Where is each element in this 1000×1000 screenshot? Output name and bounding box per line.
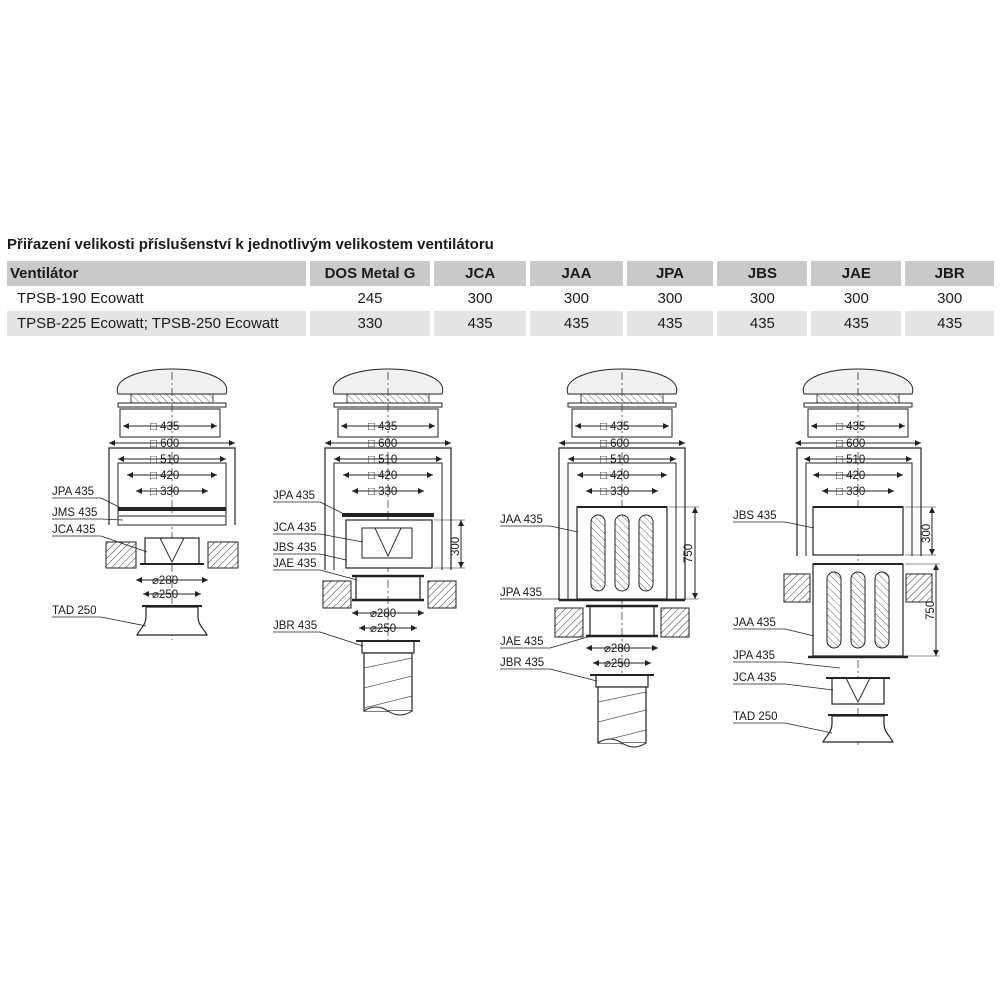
table-cell: 435	[809, 311, 903, 336]
jaa-slot	[875, 572, 889, 648]
table-cell: 330	[308, 311, 432, 336]
dim-label: □ 330	[150, 486, 180, 498]
dim-label: □ 510	[836, 454, 866, 466]
jaa-slot	[639, 515, 653, 591]
jbs-box	[813, 507, 903, 555]
roof-slab-left	[106, 542, 136, 568]
duct-pipe	[598, 687, 646, 743]
dim-label: □ 435	[150, 421, 180, 433]
dim-label: ⌀280	[604, 643, 631, 655]
dim-label: □ 600	[600, 438, 630, 450]
jpa-plate	[118, 507, 226, 511]
table-cell: TPSB-190 Ecowatt	[7, 286, 308, 311]
dim-label: □ 330	[836, 486, 866, 498]
column-header: JBR	[903, 261, 994, 286]
table-cell: 435	[625, 311, 716, 336]
jaa-slot	[591, 515, 605, 591]
jms-plate	[118, 516, 226, 525]
table-cell: TPSB-225 Ecowatt; TPSB-250 Ecowatt	[7, 311, 308, 336]
diagram-1-fan-with-jpa-jms-jca-tad	[52, 369, 238, 640]
dim-label: ⌀280	[370, 608, 397, 620]
table-cell: 435	[903, 311, 994, 336]
table-cell: 435	[432, 311, 528, 336]
dim-label: □ 435	[368, 421, 398, 433]
callout-jbr: JBR 435	[273, 620, 318, 632]
callout-tad: TAD 250	[52, 605, 97, 617]
callout-jbr: JBR 435	[500, 657, 545, 669]
dim-label: □ 510	[368, 454, 398, 466]
dim-label: 750	[683, 543, 695, 563]
dim-label: □ 600	[836, 438, 866, 450]
diagram-2-fan-with-jpa-jca-jbs-jae-jbr	[273, 369, 465, 715]
dim-label: □ 420	[600, 470, 630, 482]
page-title: Přiřazení velikosti příslušenství k jednotlivým velikostem ventilátoru	[7, 236, 494, 253]
dim-label: □ 435	[836, 421, 866, 433]
callout-jpa: JPA 435	[733, 650, 775, 662]
jaa-slot	[827, 572, 841, 648]
dim-label: □ 600	[150, 438, 180, 450]
dim-label: □ 510	[150, 454, 180, 466]
dim-label: □ 510	[600, 454, 630, 466]
callout-jca: JCA 435	[733, 672, 777, 684]
dim-label: □ 420	[150, 470, 180, 482]
column-header: JCA	[432, 261, 528, 286]
dim-label: □ 435	[600, 421, 630, 433]
table-cell: 435	[715, 311, 809, 336]
jpa-plate	[342, 513, 434, 517]
jca-damper	[832, 678, 884, 704]
table-cell: 245	[308, 286, 432, 311]
tad-adapter	[823, 716, 893, 742]
roof-slab-left	[784, 574, 810, 602]
callout-jaa: JAA 435	[500, 514, 543, 526]
callout-jca: JCA 435	[273, 522, 317, 534]
jca-damper	[145, 538, 199, 564]
callout-jaa: JAA 435	[733, 617, 776, 629]
roof-slab-right	[906, 574, 932, 602]
table-cell: 300	[625, 286, 716, 311]
table-cell: 300	[715, 286, 809, 311]
callout-jbs: JBS 435	[273, 542, 317, 554]
roof-slab-right	[661, 608, 689, 637]
dim-label: □ 420	[368, 470, 398, 482]
dim-label: ⌀250	[604, 658, 631, 670]
dim-label: ⌀250	[370, 623, 397, 635]
column-header: JAE	[809, 261, 903, 286]
jbr-collar	[362, 641, 414, 653]
column-header: DOS Metal G	[308, 261, 432, 286]
dim-label: 300	[450, 536, 462, 556]
roof-slab-right	[208, 542, 238, 568]
roof-slab-left	[555, 608, 583, 637]
callout-jpa: JPA 435	[500, 587, 542, 599]
dim-label: □ 330	[600, 486, 630, 498]
callout-jms: JMS 435	[52, 507, 98, 519]
callout-jbs: JBS 435	[733, 510, 777, 522]
callout-jpa: JPA 435	[52, 486, 94, 498]
roof-slab-right	[428, 581, 456, 608]
dim-label: □ 600	[368, 438, 398, 450]
column-header: JBS	[715, 261, 809, 286]
dim-label: ⌀280	[152, 575, 179, 587]
dim-label: ⌀250	[152, 589, 179, 601]
callout-jca: JCA 435	[52, 524, 96, 536]
callout-jae: JAE 435	[273, 558, 317, 570]
diagram-3-fan-with-jaa-jpa-jae-jbr	[500, 369, 699, 747]
tad-adapter	[137, 607, 207, 635]
roof-slab-left	[323, 581, 351, 608]
column-header: Ventilátor	[7, 261, 308, 286]
table-cell: 300	[903, 286, 994, 311]
column-header: JAA	[528, 261, 624, 286]
diagram-4-fan-with-jbs-jaa-jpa-jca-tad	[733, 369, 940, 745]
table-cell: 300	[528, 286, 624, 311]
table-cell: 300	[809, 286, 903, 311]
callout-jae: JAE 435	[500, 636, 544, 648]
column-header: JPA	[625, 261, 716, 286]
jaa-slot	[851, 572, 865, 648]
dim-label: 300	[921, 523, 933, 543]
jbr-collar	[596, 675, 648, 687]
table-cell: 435	[528, 311, 624, 336]
jbs-box	[346, 520, 432, 568]
dim-label: □ 330	[368, 486, 398, 498]
callout-jpa: JPA 435	[273, 490, 315, 502]
jaa-slot	[615, 515, 629, 591]
dim-label: 750	[925, 600, 937, 620]
callout-tad: TAD 250	[733, 711, 778, 723]
table-cell: 300	[432, 286, 528, 311]
dim-label: □ 420	[836, 470, 866, 482]
